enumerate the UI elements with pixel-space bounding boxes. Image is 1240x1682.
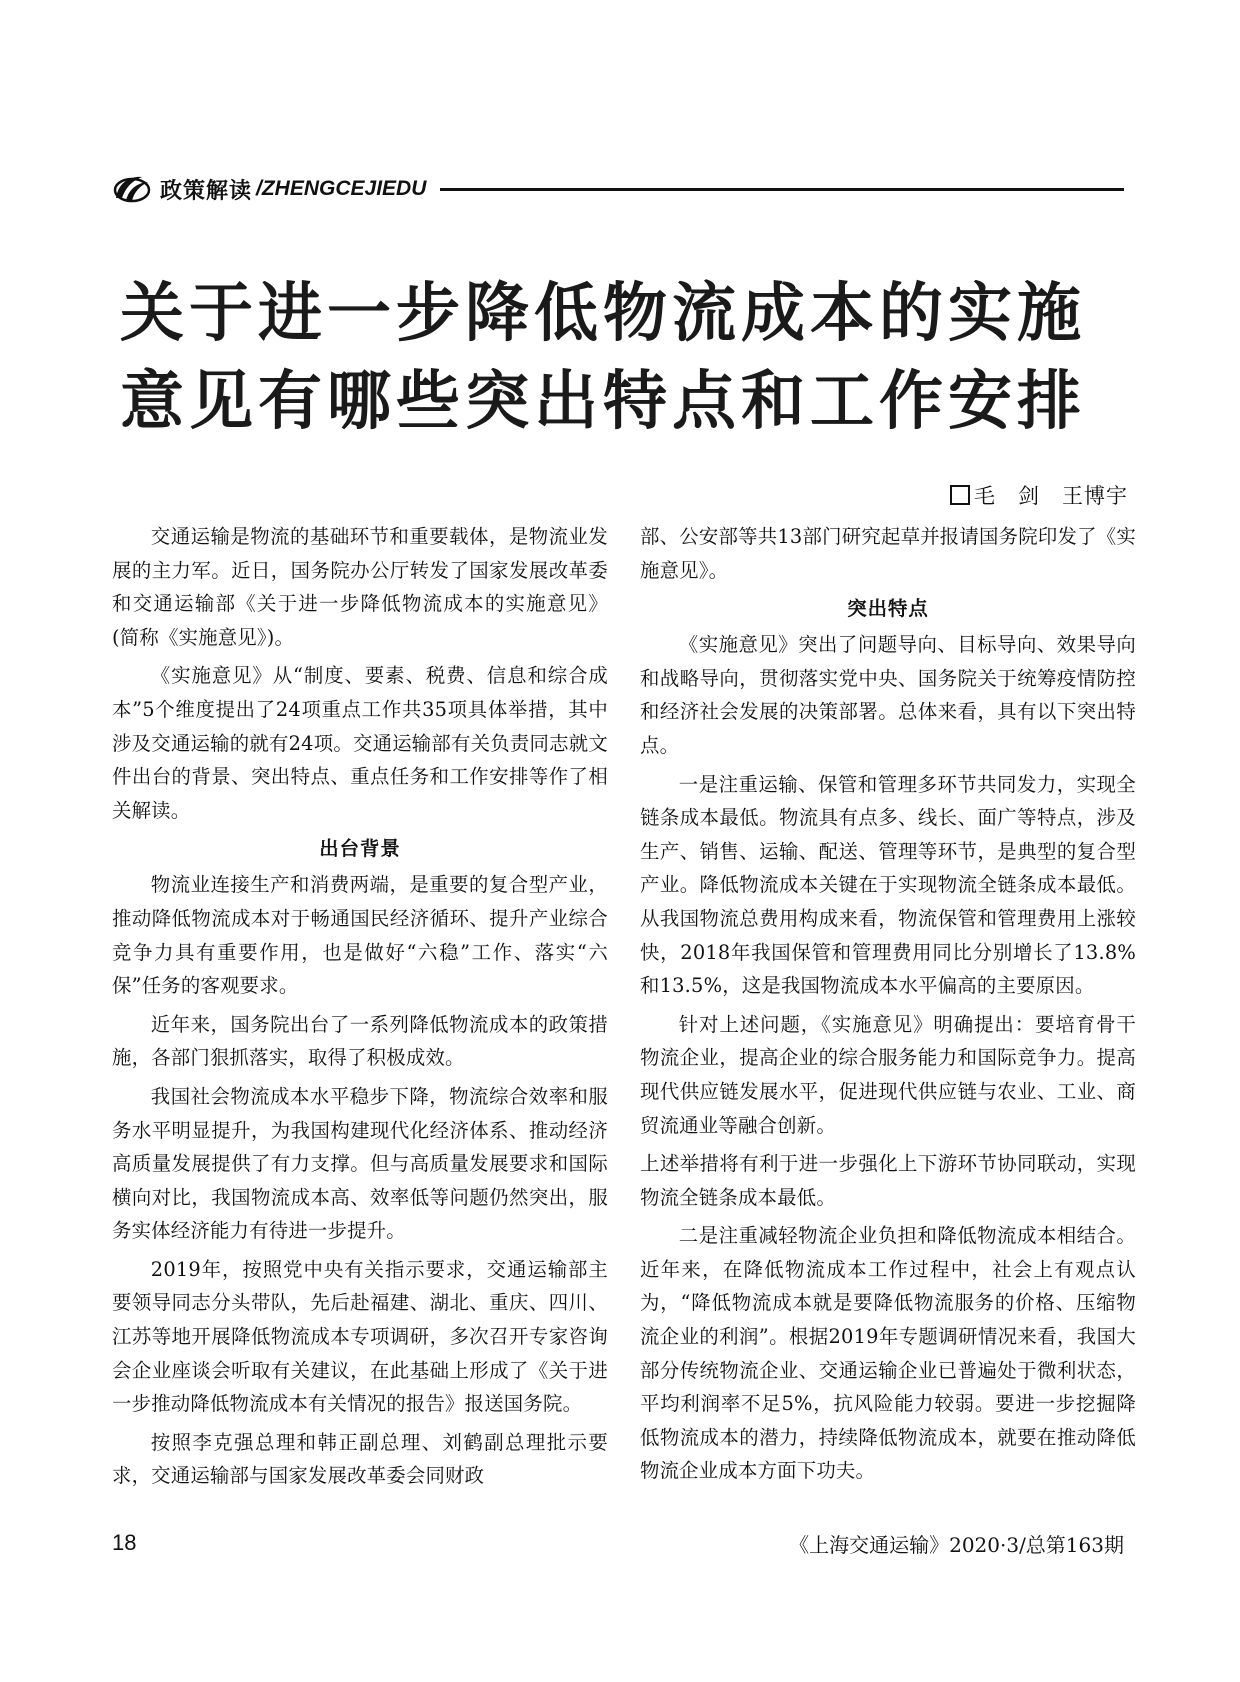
- journal-logo-icon: [112, 169, 152, 209]
- page-footer: [112, 1528, 1124, 1558]
- section-pinyin: /ZHENGCEJIEDU: [256, 177, 427, 200]
- paragraph: 上述举措将有利于进一步强化上下游环节协同联动，实现物流全链条成本最低。: [640, 1152, 1136, 1209]
- paragraph: 交通运输是物流的基础环节和重要载体，是物流业发展的主力军。近日，国务院办公厅转发了国家发展改革委和交通运输部《关于进一步降低物流成本的实施意见》(简称《实施意见》)。: [112, 525, 608, 649]
- title-line-1: 关于进一步降低物流成本的实施: [120, 277, 1086, 351]
- section-heading: 出台背景: [319, 837, 401, 861]
- paragraph: 我国社会物流成本水平稳步下降，物流综合效率和服务水平明显提升，为我国构建现代化经济体系、推动经济高质量发展提供了有力支撑。但与高质量发展要求和国际横向对比，我国物流成本高、效率低等问题仍然突出，服务实体经济能力有待进一步提升。: [112, 1084, 608, 1243]
- article-title: [120, 270, 1130, 446]
- title-line-2: 意见有哪些突出特点和工作安排: [120, 365, 1086, 439]
- header-rule: [440, 188, 1124, 191]
- paragraph: 近年来，国务院出台了一系列降低物流成本的政策措施，各部门狠抓落实，取得了积极成效。: [112, 1012, 608, 1070]
- paragraph: 针对上述问题，《实施意见》明确提出：要培育骨干物流企业，提高企业的综合服务能力和国际竞争力。提高现代供应链发展水平，促进现代供应链与农业、工业、商贸流通业等融合创新。: [640, 1012, 1136, 1137]
- paragraph: 部、公安部等共13部门研究起草并报请国务院印发了《实施意见》。: [640, 525, 1136, 582]
- section-heading: 突出特点: [847, 597, 929, 621]
- paragraph: 《实施意见》从“制度、要素、税费、信息和综合成本”5个维度提出了24项重点工作共35项具体举措，其中涉及交通运输的就有24项。交通运输部有关负责同志就文件出台的背景、突出特点、重点任务和工作安排等作了相关解读。: [112, 664, 608, 822]
- paragraph: 2019年，按照党中央有关指示要求，交通运输部主要领导同志分头带队，先后赴福建、湖北、重庆、四川、江苏等地开展降低物流成本专项调研，多次召开专家咨询会企业座谈会听取有关建议，在此基础上形成了《关于进一步推动降低物流成本有关情况的报告》报送国务院。: [112, 1257, 608, 1416]
- author-names: 毛 剑 王博宇: [974, 484, 1128, 508]
- byline-box-icon: [950, 485, 970, 505]
- left-column: [112, 520, 608, 1498]
- section-title: 政策解读: [160, 178, 253, 204]
- paragraph: 《实施意见》突出了问题导向、目标导向、效果导向和战略导向，贯彻落实党中央、国务院关于统筹疫情防控和经济社会发展的决策部署。总体来看，具有以下突出特点。: [640, 633, 1136, 757]
- paragraph: 一是注重运输、保管和管理多环节共同发力，实现全链条成本最低。物流具有点多、线长、面广等特点，涉及生产、销售、运输、配送、管理等环节，是典型的复合型产业。降低物流成本关键在于实现物流全链条成本最低。从我国物流总费用构成来看，物流保管和管理费用上涨较快，2018年我国保管和管理费用同比分别增长了13.8%和13.5%，这是我国物流成本水平偏高的主要原因。: [640, 772, 1136, 998]
- paragraph: 二是注重减轻物流企业负担和降低物流成本相结合。近年来，在降低物流成本工作过程中，社会上有观点认为，“降低物流成本就是要降低物流服务的价格、压缩物流企业的利润”。根据2019年专题调研情况来看，我国大部分传统物流企业、交通运输企业已普遍处于微利状态，平均利润率不足5%，抗风险能力较弱。要进一步挖掘降低物流成本的潜力，持续降低物流成本，就要在推动降低物流企业成本方面下功夫。: [640, 1224, 1136, 1483]
- right-column: [640, 520, 1136, 1493]
- paragraph: 物流业连接生产和消费两端，是重要的复合型产业，推动降低物流成本对于畅通国民经济循环、提升产业综合竞争力具有重要作用，也是做好“六稳”工作、落实“六保”任务的客观要求。: [112, 873, 608, 998]
- section-header: [112, 166, 1124, 212]
- journal-citation: 《上海交通运输》2020·3/总第163期: [789, 1532, 1124, 1557]
- page-number: 18: [112, 1530, 137, 1555]
- paragraph: 按照李克强总理和韩正副总理、刘鹤副总理批示要求，交通运输部与国家发展改革委会同财政: [112, 1430, 608, 1488]
- byline: [950, 480, 1128, 510]
